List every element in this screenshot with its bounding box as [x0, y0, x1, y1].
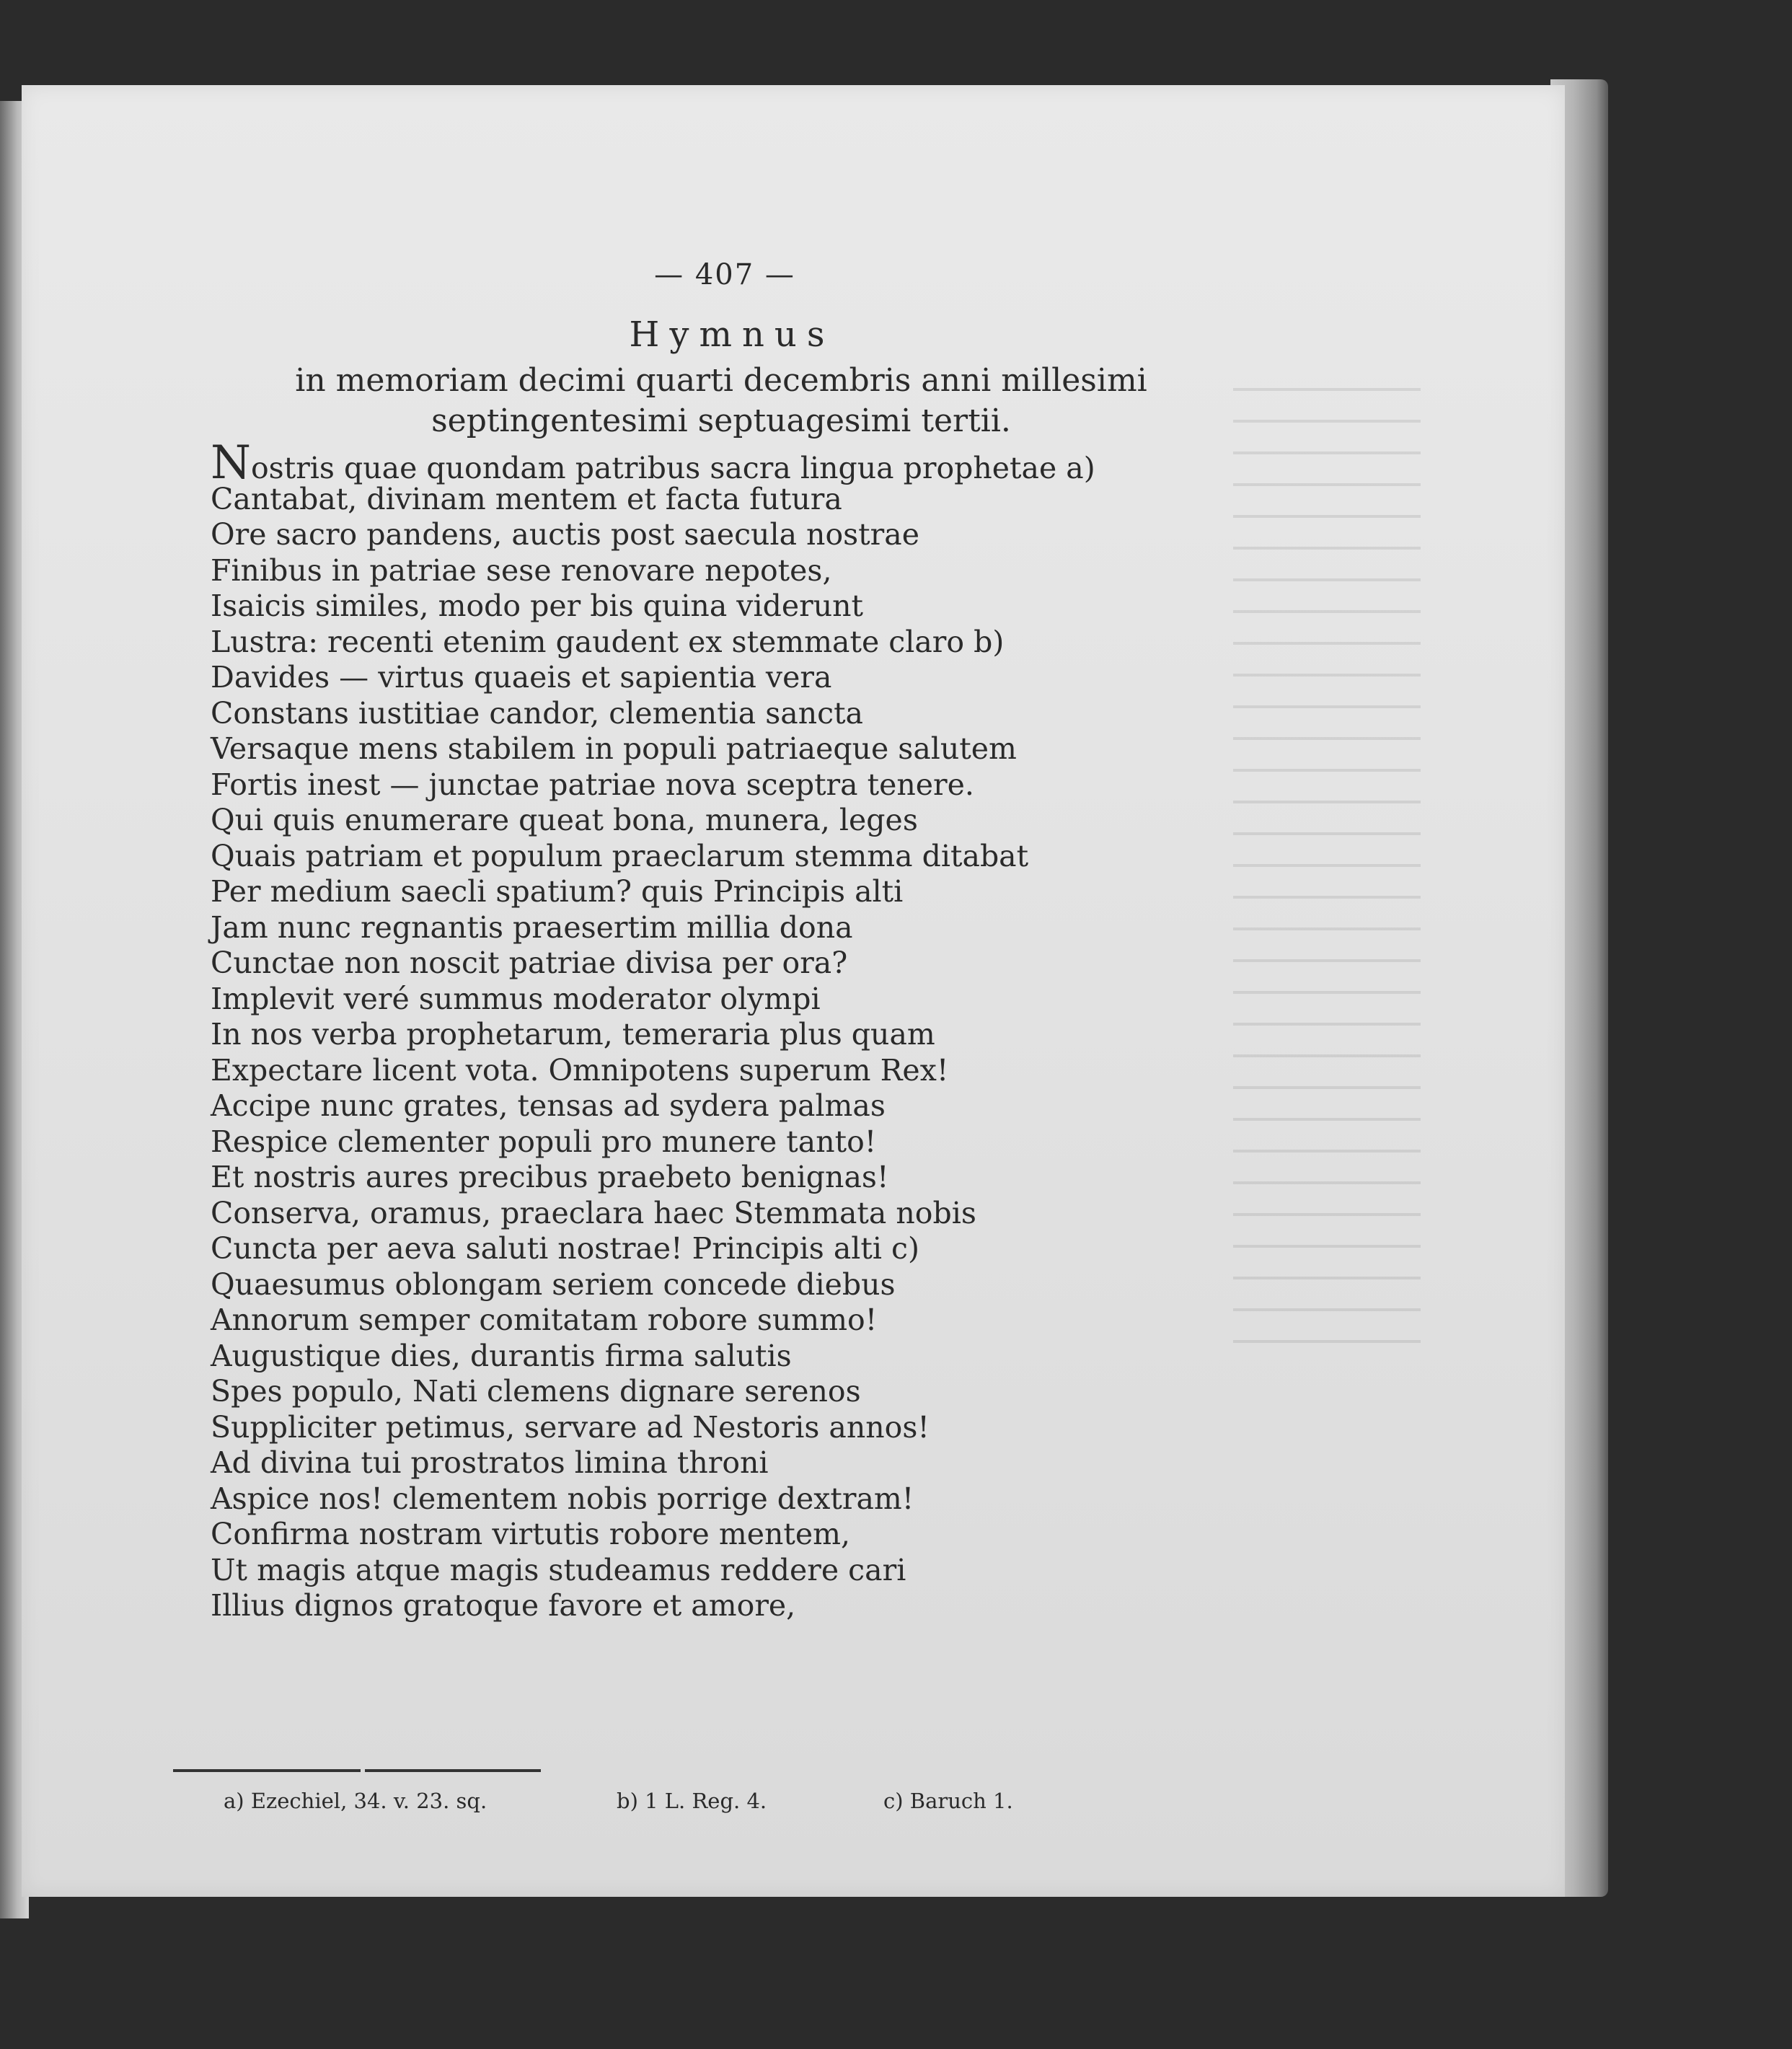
poem-line: Jam nunc regnantis praesertim millia dona	[211, 909, 853, 945]
page-title: Hymnus	[629, 314, 835, 355]
poem-line: Cantabat, divinam mentem et facta futura	[211, 481, 842, 516]
poem-line: Et nostris aures precibus praebeto benignas!	[211, 1160, 889, 1194]
footnote-rule-left	[173, 1769, 361, 1772]
poem-line: Expectare licent vota. Omnipotens superum Rex!	[211, 1052, 949, 1088]
footnote-c: c) Baruch 1.	[883, 1789, 1013, 1813]
poem-line: Lustra: recenti etenim gaudent ex stemmate claro b)	[211, 624, 1005, 659]
poem-line: Versaque mens stabilem in populi patriaeque salutem	[211, 731, 1017, 766]
poem-line: Respice clementer populi pro munere tanto!	[211, 1124, 877, 1159]
page-subtitle: in memoriam decimi quarti decembris anni millesimi septingentesimi septuagesimi tertii.	[295, 362, 1147, 439]
poem-line: In nos verba prophetarum, temeraria plus quam	[211, 1017, 935, 1052]
poem-line: Illius dignos gratoque favore et amore,	[211, 1588, 796, 1623]
poem-body	[211, 436, 1235, 1624]
poem-line: Per medium saecli spatium? quis Principis alti	[211, 874, 904, 909]
poem-line: Finibus in patriae sese renovare nepotes,	[211, 552, 832, 588]
poem-line: Annorum semper comitatam robore summo!	[211, 1303, 878, 1337]
initial-letter: N	[211, 436, 251, 490]
poem-line: Davides — virtus quaeis et sapientia vera	[211, 660, 832, 695]
poem-line: Ut magis atque magis studeamus reddere cari	[211, 1552, 906, 1587]
poem-line-text: ostris quae quondam patribus sacra lingua prophetae a)	[251, 451, 1095, 485]
poem-line: Quaesumus oblongam seriem concede diebus	[211, 1266, 896, 1302]
footnote-a: a) Ezechiel, 34. v. 23. sq.	[224, 1789, 487, 1813]
poem-line: Qui quis enumerare queat bona, munera, leges	[211, 803, 918, 837]
footnote-rule-right	[365, 1769, 541, 1772]
bleed-through-text	[1233, 359, 1421, 1369]
poem-line: Quais patriam et populum praeclarum stemma ditabat	[211, 838, 1029, 873]
poem-line: Accipe nunc grates, tensas ad sydera palmas	[211, 1088, 886, 1123]
page-number: — 407 —	[654, 258, 795, 291]
book-page	[22, 85, 1565, 1897]
poem-line: Constans iustitiae candor, clementia sancta	[211, 695, 864, 731]
poem-line: Ore sacro pandens, auctis post saecula nostrae	[211, 517, 919, 552]
poem-line: Confirma nostram virtutis robore mentem,	[211, 1517, 851, 1551]
poem-line: Suppliciter petimus, servare ad Nestoris annos!	[211, 1409, 930, 1445]
poem-line: Cuncta per aeva saluti nostrae! Principis alti c)	[211, 1231, 919, 1266]
poem-line: Cunctae non noscit patriae divisa per ora?	[211, 946, 848, 980]
poem-line: Ad divina tui prostratos limina throni	[211, 1445, 769, 1480]
poem-line: Isaicis similes, modo per bis quina viderunt	[211, 589, 863, 623]
poem-line	[211, 436, 1235, 490]
footnote-b: b) 1 L. Reg. 4.	[617, 1789, 767, 1813]
poem-line: Fortis inest — junctae patriae nova sceptra tenere.	[211, 767, 974, 802]
poem-line: Conserva, oramus, praeclara haec Stemmata nobis	[211, 1195, 976, 1230]
poem-line: Augustique dies, durantis firma salutis	[211, 1338, 792, 1373]
poem-line: Implevit veré summus moderator olympi	[211, 981, 821, 1016]
poem-line: Aspice nos! clementem nobis porrige dextram!	[211, 1481, 914, 1516]
poem-line: Spes populo, Nati clemens dignare serenos	[211, 1374, 861, 1409]
